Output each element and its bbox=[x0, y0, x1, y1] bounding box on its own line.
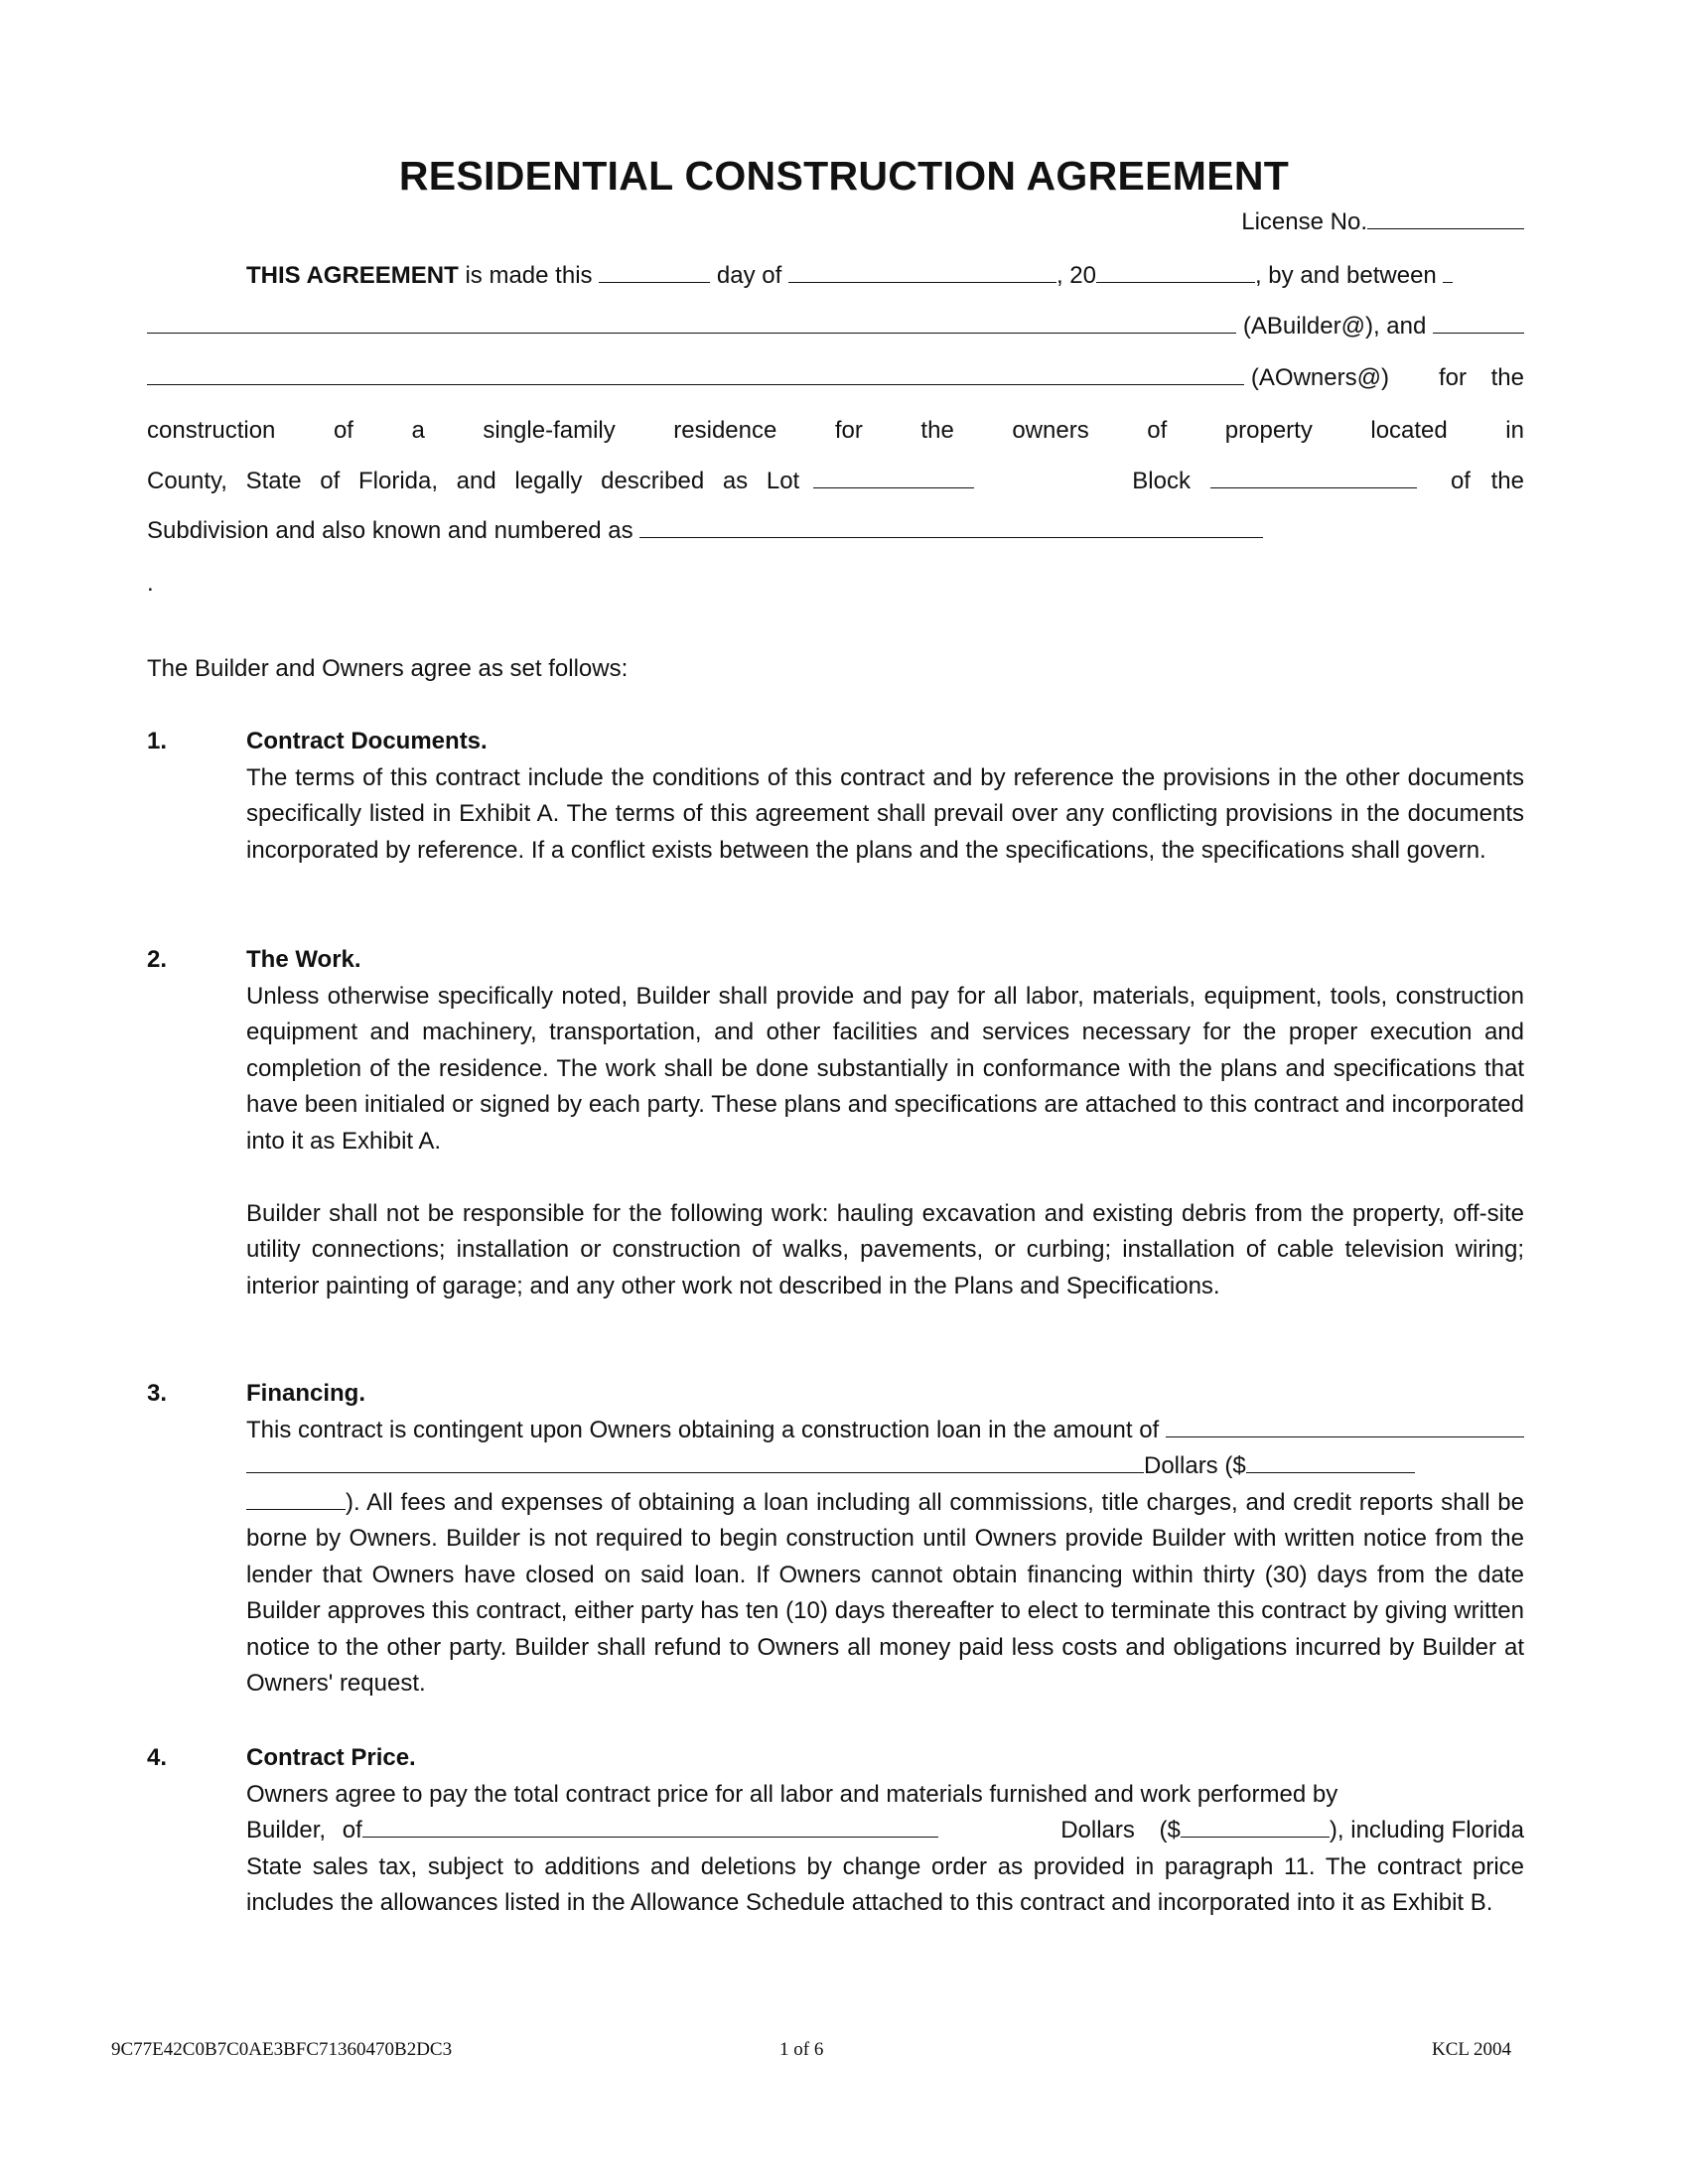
month-blank[interactable] bbox=[788, 260, 1056, 283]
word: the bbox=[920, 417, 954, 444]
owner-blank-start[interactable] bbox=[1433, 311, 1524, 334]
by-and-between: , by and between bbox=[1254, 262, 1437, 289]
word: property bbox=[1224, 417, 1313, 444]
section-number: 1. bbox=[147, 728, 168, 754]
agree-text: The Builder and Owners agree as set follows: bbox=[147, 655, 629, 682]
word: in bbox=[1505, 417, 1524, 444]
word: owners bbox=[1012, 417, 1089, 444]
intro-dot: . bbox=[147, 570, 154, 597]
section-paragraph: State sales tax, subject to additions and deletions by change order as provided in paragraph 11. The contract price includes the allowances listed in the Allowance Schedule attached to this contract and incorporated into it as Exhibit B. bbox=[246, 1852, 1524, 1916]
party-blank-start[interactable] bbox=[1443, 260, 1453, 283]
owners-label: (AOwners@) bbox=[1250, 364, 1389, 391]
section-financing bbox=[147, 1376, 1524, 1703]
license-blank[interactable] bbox=[1367, 206, 1524, 229]
intro-line-3 bbox=[147, 360, 1524, 396]
day-of: day of bbox=[716, 262, 782, 289]
section-paragraph: ). All fees and expenses of obtaining a loan including all commissions, title charges, and credit reports shall be borne by Owners. Builder is not required to begin construction until Owners provide Builder with written notice from the lender that Owners have closed on said loan. If Owners cannot obtain financing within thirty (30) days from the date Builder approves this contract, either party has ten (10) days thereafter to elect to terminate this contract by giving written notice to the other party. Builder shall refund to Owners all money paid less costs and obligations incurred by Builder at Owners' request. bbox=[246, 1488, 1524, 1697]
word: of bbox=[333, 417, 353, 444]
intro-line-5 bbox=[147, 464, 1524, 499]
intro-line-1 bbox=[147, 258, 1524, 294]
document-title: RESIDENTIAL CONSTRUCTION AGREEMENT bbox=[398, 153, 1290, 199]
word: residence bbox=[673, 417, 777, 444]
word: located bbox=[1370, 417, 1448, 444]
builder-label: (ABuilder@), and bbox=[1242, 313, 1427, 340]
loan-figure-blank[interactable] bbox=[1246, 1450, 1415, 1473]
loan-words-blank[interactable] bbox=[246, 1450, 1144, 1473]
loan-amount-blank[interactable] bbox=[1166, 1415, 1524, 1437]
dollars-label: Dollars ($ bbox=[1060, 1817, 1181, 1843]
made-this: is made this bbox=[465, 262, 593, 289]
section-contract-price bbox=[147, 1740, 1524, 1922]
section-paragraph: The terms of this contract include the conditions of this contract and by reference the provisions in the other documents specifically listed in Exhibit A. The terms of this agreement shall prevail over any conflicting provisions in the documents incorporated by reference. If a conflict exists between the plans and the specifications, the specifications shall govern. bbox=[246, 763, 1524, 864]
section-number: 3. bbox=[147, 1380, 168, 1407]
builder-of: Builder, of bbox=[246, 1817, 362, 1843]
county-text: County, State of Florida, and legally described as Lot bbox=[147, 468, 800, 494]
block-blank[interactable] bbox=[1210, 466, 1417, 488]
price-figure-blank[interactable] bbox=[1181, 1815, 1330, 1838]
word: for bbox=[834, 417, 863, 444]
price-lead: Owners agree to pay the total contract price for all labor and materials furnished and work performed by bbox=[246, 1780, 1338, 1808]
word: construction bbox=[147, 417, 276, 444]
price-words-blank[interactable] bbox=[362, 1815, 938, 1838]
day-blank[interactable] bbox=[599, 260, 710, 283]
section-contract-documents bbox=[147, 724, 1524, 869]
lot-blank[interactable] bbox=[813, 466, 974, 488]
word: a bbox=[411, 417, 425, 444]
year-prefix: , 20 bbox=[1055, 262, 1096, 289]
word: of bbox=[1147, 417, 1168, 444]
year-blank[interactable] bbox=[1096, 260, 1255, 283]
including-text: ), including Florida bbox=[1329, 1817, 1524, 1843]
intro-line-2 bbox=[147, 309, 1524, 344]
section-number: 4. bbox=[147, 1744, 168, 1771]
section-paragraph: Unless otherwise specifically noted, Builder shall provide and pay for all labor, materials, equipment, tools, construction equipment and machinery, transportation, and other facilities and services necessary for the proper execution and completion of the residence. The work shall be done substantially in conformance with the plans and specifications that have been initialed or signed by each party. These plans and specifications are attached to this contract and incorporated into it as Exhibit A. bbox=[246, 982, 1524, 1155]
intro-line-4 bbox=[147, 413, 1524, 449]
intro-line-6 bbox=[147, 513, 1524, 549]
section-heading: Contract Documents. bbox=[246, 728, 488, 754]
this-agreement: THIS AGREEMENT bbox=[246, 262, 459, 289]
block-label: Block bbox=[1132, 468, 1191, 494]
license-line bbox=[147, 205, 1524, 240]
for-the: for the bbox=[1438, 364, 1524, 391]
dollars-label: Dollars ($ bbox=[1144, 1452, 1246, 1479]
financing-lead: This contract is contingent upon Owners obtaining a construction loan in the amount of bbox=[246, 1416, 1160, 1443]
of-the: of the bbox=[1450, 468, 1524, 494]
section-the-work bbox=[147, 942, 1524, 1304]
document-code: 9C77E42C0B7C0AE3BFC71360470B2DC3 bbox=[111, 2039, 453, 2060]
subdivision-text: Subdivision and also known and numbered as bbox=[147, 517, 633, 544]
section-heading: Contract Price. bbox=[246, 1744, 416, 1771]
section-heading: The Work. bbox=[246, 946, 361, 973]
word: single-family bbox=[483, 417, 616, 444]
section-paragraph: Builder shall not be responsible for the following work: hauling excavation and existing debris from the property, off-site utility connections; installation or construction of walks, pavements, or curbing; installation of cable television wiring; interior painting of garage; and any other work not described in the Plans and Specifications. bbox=[246, 1199, 1524, 1299]
owners-name-blank[interactable] bbox=[147, 362, 1244, 385]
loan-figure-blank-cont[interactable] bbox=[246, 1487, 346, 1510]
page-number: 1 of 6 bbox=[779, 2039, 824, 2060]
section-heading: Financing. bbox=[246, 1380, 365, 1407]
footer-right: KCL 2004 bbox=[1432, 2039, 1512, 2060]
address-blank[interactable] bbox=[639, 515, 1263, 538]
license-label: License No. bbox=[1241, 208, 1367, 235]
builder-name-blank[interactable] bbox=[147, 311, 1236, 334]
section-number: 2. bbox=[147, 946, 168, 973]
